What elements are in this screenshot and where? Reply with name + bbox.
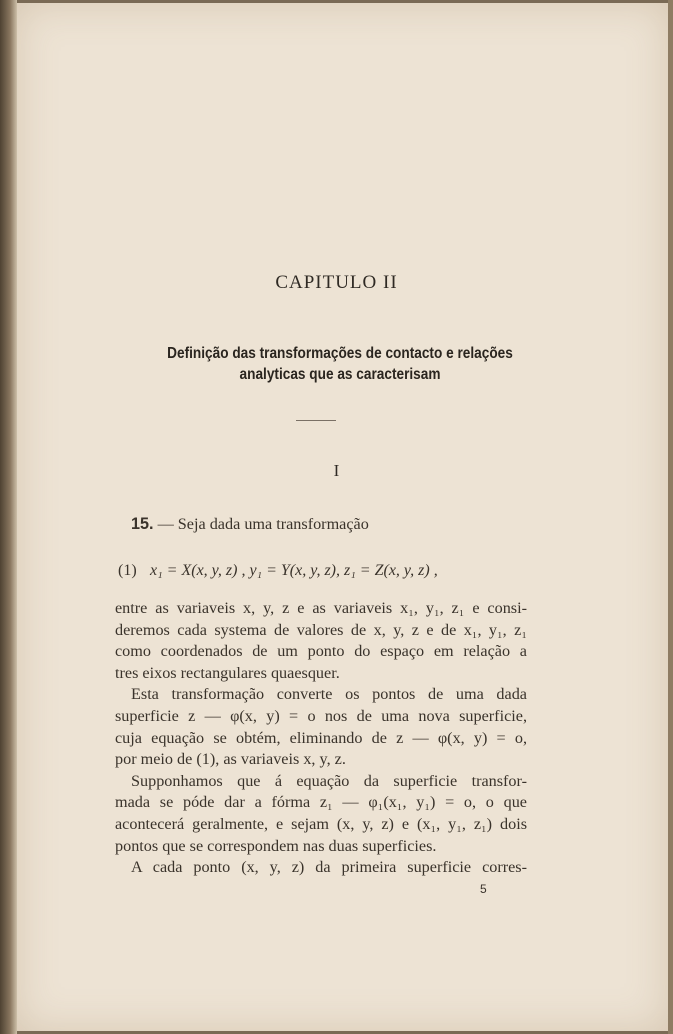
body-line: acontecerá geralmente, e sejam (x, y, z) e (x₁, y₁, z₁) dois <box>115 814 527 833</box>
body-line: tres eixos rectangulares quaesquer. <box>115 663 340 682</box>
body-line: como coordenados de um ponto do espaço em relação a <box>115 642 527 661</box>
title-divider <box>296 420 336 421</box>
body-line: entre as variaveis x, y, z e as variaveis x₁, y₁, z₁ e consi- <box>115 599 527 617</box>
body-text <box>115 598 527 879</box>
chapter-title-line-2: analyticas que as caracterisam <box>239 366 441 383</box>
equation: x₁ = X(x, y, z) , y₁ = Y(x, y, z), z₁ = Z(x, y, z) , <box>150 562 438 579</box>
intro-line <box>115 514 527 536</box>
book-spine <box>0 0 17 1034</box>
page-edge <box>668 0 673 1034</box>
intro-text: — Seja dada uma transformação <box>153 515 369 533</box>
paragraph-number: 15. <box>131 515 154 533</box>
section-number: I <box>333 461 340 480</box>
signature-mark: 5 <box>480 882 487 896</box>
body-line: superficie z — φ(x, y) = o nos de uma nova superficie, <box>115 706 527 725</box>
body-line: deremos cada systema de valores de x, y, z e de x₁, y₁, z₁ <box>115 620 527 639</box>
body-line: A cada ponto (x, y, z) da primeira superficie corres- <box>131 858 527 877</box>
body-line: por meio de (1), as variaveis x, y, z. <box>115 750 346 769</box>
body-line: cuja equação se obtém, eliminando de z — φ(x, y) = o, <box>115 728 527 747</box>
body-line: pontos que se correspondem nas duas superficies. <box>115 836 437 855</box>
chapter-title <box>111 343 569 385</box>
body-line: mada se póde dar a fórma z₁ — φ₁(x₁, y₁) = o, o que <box>115 793 527 812</box>
chapter-heading: CAPITULO II <box>275 272 398 293</box>
body-line: Supponhamos que á equação da superficie transfor- <box>131 771 527 790</box>
equation-label: (1) <box>118 562 137 579</box>
intro-paragraph <box>115 514 527 536</box>
body-line: Esta transformação converte os pontos de uma dada <box>131 685 527 704</box>
chapter-title-line-1: Definição das transformações de contacto e relações <box>167 345 513 362</box>
